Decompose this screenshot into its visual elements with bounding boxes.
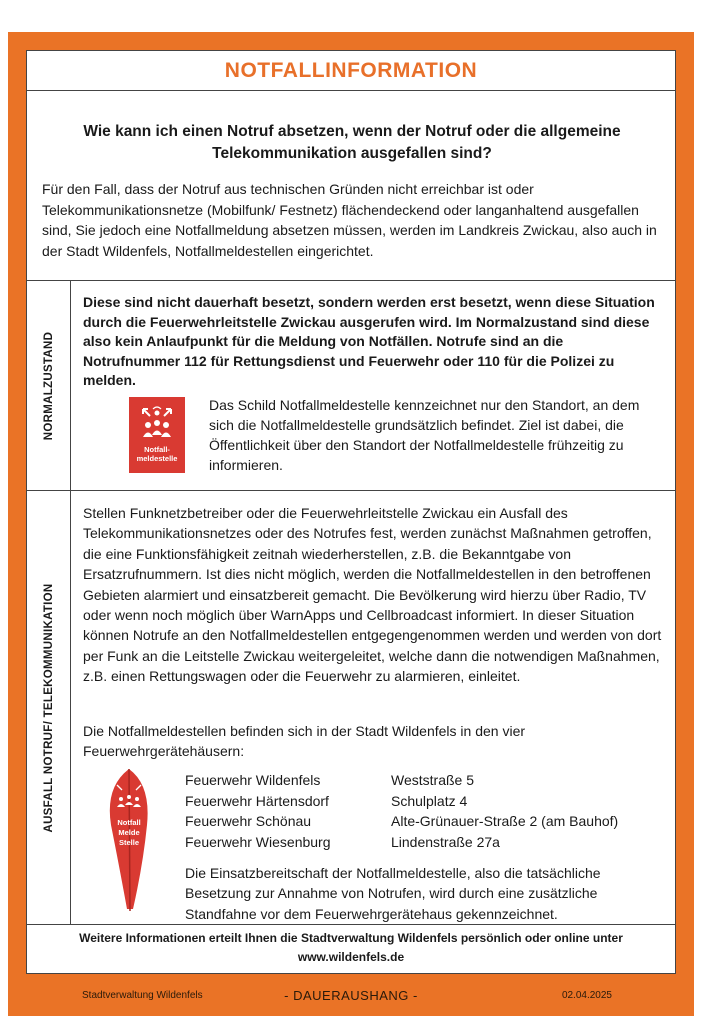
station-list: [185, 770, 665, 852]
footer-date: 02.04.2025: [561, 990, 612, 1001]
normalzustand-label: NORMALZUSTAND: [42, 331, 55, 440]
list-item: [185, 770, 665, 791]
footer-notice: - DAUERAUSHANG -: [284, 988, 418, 1003]
station-address: Schulplatz 4: [391, 792, 468, 809]
sign-label: Notfall- meldestelle: [136, 445, 178, 463]
footer-info: [27, 925, 675, 973]
list-item: [185, 811, 665, 832]
question-heading: Wie kann ich einen Notruf absetzen, wenn der Notruf oder die allgemeine Telekommunikation ausgefallen sind?: [83, 123, 621, 162]
standfahne-flag-icon: [99, 765, 157, 913]
ausfall-label: AUSFALL NOTRUF/ TELEKOMMUNIKATION: [42, 582, 55, 833]
side-label-cell: [27, 281, 71, 490]
content-panel: [26, 50, 676, 974]
footer-info-text: Weitere Informationen erteilt Ihnen die Stadtverwaltung Wildenfels persönlich oder online unter: [79, 931, 623, 945]
station-address: Weststraße 5: [391, 772, 474, 788]
locations-intro: Die Notfallmeldestellen befinden sich in der Stadt Wildenfels in den vier Feuerwehrgerätehäusern:: [83, 723, 526, 760]
station-address: Alte-Grünauer-Straße 2 (am Bauhof): [391, 813, 619, 829]
ausfall-paragraph: Stellen Funknetzbetreiber oder die Feuerwehrleitstelle Zwickau ein Ausfall des Telekommunikationsnetzes oder des Notrufes fest, werden zunächst Maßnahmen getroffen, die eine Funktionsfähigkeit zeitnah wiederherstellen, z.B. die Bekanntgabe von Ersatzrufnummern. Ist dies nicht möglich, werden die Notfallmeldestellen in den betroffenen Gebieten alarmiert und einsatzbereit gemacht. Die Bevölkerung wird hierzu über Radio, TV oder wenn noch möglich über WarnApps und Cellbroadcast informiert. In dieser Situation können Notrufe an den Notfallmeldestellen entgegengenommen werden und werden von dort per Funk an die Leitstelle Zwickau weitergeleitet, welche dann die notwendigen Maßnahmen, z.B. einen Rettungswagen oder die Feuerwehr zu alarmieren, einleitet.: [83, 505, 662, 685]
svg-text:Notfall: Notfall: [117, 818, 141, 827]
svg-text:Stelle: Stelle: [118, 838, 140, 847]
ausfall-section: [27, 491, 675, 925]
website-link[interactable]: www.wildenfels.de: [297, 950, 405, 964]
side-label-cell: [27, 491, 71, 924]
station-address: Lindenstraße 27a: [391, 833, 500, 850]
station-name: Feuerwehr Härtensdorf: [185, 792, 329, 809]
intro-section: [27, 91, 675, 281]
station-name: Feuerwehr Schönau: [185, 813, 312, 829]
normalzustand-bold-text: Diese sind nicht dauerhaft besetzt, sondern werden erst besetzt, wenn diese Situation durch die Feuerwehrleitstelle Zwickau ausgerufen wird. Im Normalzustand sind diese also kein Anlaufpunkt für die Meldung von Notfällen. Notrufe sind an die Notrufnummer 112 für Rettungsdienst und Feuerwehr oder 110 für die Polizei zu melden.: [83, 294, 655, 388]
list-item: [185, 791, 665, 812]
page-title: NOTFALLINFORMATION: [224, 59, 478, 82]
sign-description: Das Schild Notfallmeldestelle kennzeichnet nur den Standort, an dem sich die Notfallmeldestelle grundsätzlich befindet. Ziel ist dabei, die Öffentlichkeit über den Standort der Notfallmeldestelle frühzeitig zu informieren.: [209, 397, 640, 473]
bottom-bar: [26, 976, 676, 1012]
people-antenna-icon: [137, 403, 177, 443]
station-name: Feuerwehr Wiesenburg: [185, 833, 331, 850]
list-item: [185, 832, 665, 853]
intro-paragraph: Für den Fall, dass der Notruf aus technischen Gründen nicht erreichbar ist oder Telekommunikationsnetze (Mobilfunk/ Festnetz) flächendeckend oder langanhaltend ausgefallen sind, Sie jedoch eine Notfallmeldung absetzen müssen, werden im Landkreis Zwickau, also auch in der Stadt Wildenfels, Notfallmeldestellen eingerichtet.: [42, 181, 657, 259]
normalzustand-section: [27, 281, 675, 491]
standfahne-paragraph: Die Einsatzbereitschaft der Notfallmeldestelle, also die tatsächliche Besetzung zur Annahme von Notrufen, wird durch eine zusätzliche Standfahne vor dem Feuerwehrgerätehaus gekennzeichnet.: [185, 865, 601, 922]
station-name: Feuerwehr Wildenfels: [185, 772, 321, 788]
orange-frame: [8, 32, 694, 1016]
svg-text:Melde: Melde: [118, 828, 140, 837]
notfallmeldestelle-sign: [129, 397, 185, 473]
title-box: [27, 51, 675, 91]
footer-organisation: Stadtverwaltung Wildenfels: [82, 990, 203, 1001]
